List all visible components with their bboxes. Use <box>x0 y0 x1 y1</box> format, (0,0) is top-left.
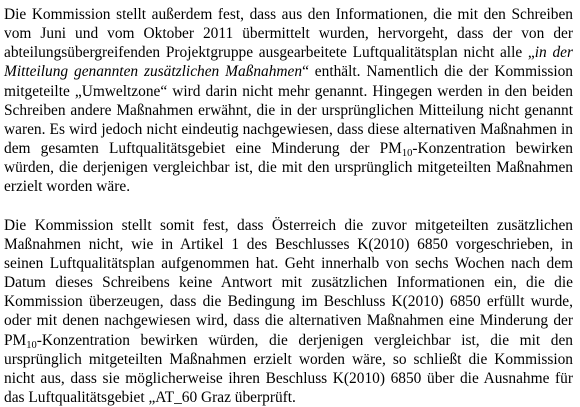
paragraph-1 <box>4 5 573 197</box>
paragraph-2-text-b: -Konzentration bewirken würden, die derjenigen vergleichbar ist, die mit den ursprünglich mitgeteilten Maßnahmen erzielt worden wäre, so schließt die Kommission nicht aus, dass sie möglicherweise ihren Beschluss K(2010) 6850 über die Ausnahme für das Luftqualitätsgebiet „AT_60 Graz überprüft. <box>4 331 573 406</box>
paragraph-2 <box>4 216 573 407</box>
document-body <box>4 5 573 407</box>
paragraph-1-text-b: “ enthält. Namentlich die der Kommission mitgeteilte „Umweltzone“ wird darin nicht mehr genannt. Hingegen werden in den beiden Schreiben andere Maßnahmen erwähnt, die in der ursprünglichen Mitteilung nicht genannt waren. Es wird jedoch nicht eindeutig nachgewiesen, dass diese alternativen Maßnahmen in dem gesamten Luftqualitätsgebiet eine Minderung der PM <box>4 63 573 158</box>
paragraph-2-text-a: Die Kommission stellt somit fest, dass Österreich die zuvor mitgeteilten zusätzlichen Maßnahmen nicht, wie in Artikel 1 des Beschlusses K(2010) 6850 vorgeschrieben, in seinen Luftqualitätsplan aufgenommen hat. Geht innerhalb von sechs Wochen nach dem Datum dieses Schreibens keine Antwort mit zusätzlichen Informationen ein, die die Kommission überzeugen, dass die Bedingung im Beschluss K(2010) 6850 erfüllt wurde, oder mit denen nachgewiesen wird, dass die alternativen Maßnahmen eine Minderung der PM <box>4 216 573 349</box>
paragraph-1-text-c: -Konzentration bewirken würden, die derjenigen vergleichbar ist, die mit den ursprünglich mitgeteilten Maßnahmen erzielt worden wäre. <box>4 140 573 196</box>
paragraph-1-italic-quote: in der Mitteilung genannten zusätzlichen Maßnahmen <box>4 44 573 81</box>
paragraph-1-text-a: Die Kommission stellt außerdem fest, dass aus den Informationen, die mit den Schreiben vom Juni und vom Oktober 2011 übermittelt wurden, hervorgeht, dass der von der abteilungsübergreifenden Projektgruppe ausgearbeitete Luftqualitätsplan nicht alle „ <box>4 6 573 62</box>
pm-subscript: 10 <box>401 148 413 160</box>
pm-subscript: 10 <box>26 339 37 351</box>
